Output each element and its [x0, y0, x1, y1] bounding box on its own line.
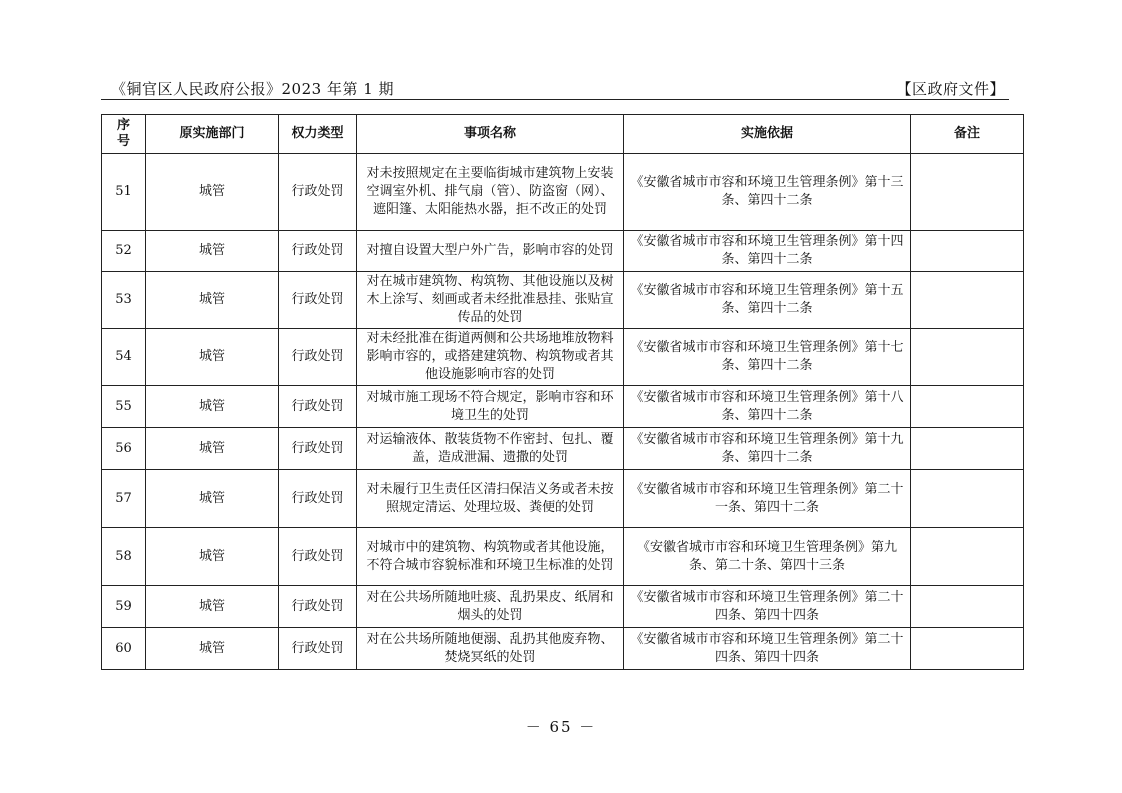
row-power-type: 行政处罚: [279, 386, 357, 428]
row-department: 城管: [146, 528, 279, 586]
header-power-type: 权力类型: [279, 115, 357, 154]
row-remarks: [911, 386, 1024, 428]
header-remarks: 备注: [911, 115, 1024, 154]
table-row: [102, 628, 1024, 670]
row-serial: 57: [102, 470, 146, 528]
table-row: [102, 428, 1024, 470]
row-power-type: 行政处罚: [279, 154, 357, 231]
section-label: 【区政府文件】: [896, 80, 1005, 98]
header-legal-basis: 实施依据: [624, 115, 911, 154]
row-serial: 59: [102, 586, 146, 628]
page-header: [101, 77, 1009, 100]
row-power-type: 行政处罚: [279, 272, 357, 329]
table-row: [102, 586, 1024, 628]
row-legal-basis: 《安徽省城市市容和环境卫生管理条例》第十九条、第四十二条: [624, 428, 911, 470]
table-row: [102, 329, 1024, 386]
row-serial: 51: [102, 154, 146, 231]
row-legal-basis: 《安徽省城市市容和环境卫生管理条例》第十七条、第四十二条: [624, 329, 911, 386]
row-remarks: [911, 470, 1024, 528]
row-remarks: [911, 428, 1024, 470]
row-power-type: 行政处罚: [279, 628, 357, 670]
row-department: 城管: [146, 272, 279, 329]
row-department: 城管: [146, 329, 279, 386]
row-remarks: [911, 154, 1024, 231]
row-serial: 53: [102, 272, 146, 329]
row-item-name: 对未履行卫生责任区清扫保洁义务或者未按照规定清运、处理垃圾、粪便的处罚: [357, 470, 624, 528]
table-header-row: [102, 115, 1024, 154]
table-row: [102, 154, 1024, 231]
row-department: 城管: [146, 154, 279, 231]
row-legal-basis: 《安徽省城市市容和环境卫生管理条例》第九条、第二十条、第四十三条: [624, 528, 911, 586]
row-legal-basis: 《安徽省城市市容和环境卫生管理条例》第二十一条、第四十二条: [624, 470, 911, 528]
row-department: 城管: [146, 470, 279, 528]
header-department: 原实施部门: [146, 115, 279, 154]
row-legal-basis: 《安徽省城市市容和环境卫生管理条例》第十五条、第四十二条: [624, 272, 911, 329]
row-item-name: 对城市施工现场不符合规定，影响市容和环境卫生的处罚: [357, 386, 624, 428]
header-item-name: 事项名称: [357, 115, 624, 154]
row-department: 城管: [146, 628, 279, 670]
row-power-type: 行政处罚: [279, 428, 357, 470]
table-row: [102, 470, 1024, 528]
row-legal-basis: 《安徽省城市市容和环境卫生管理条例》第十三条、第四十二条: [624, 154, 911, 231]
row-department: 城管: [146, 428, 279, 470]
row-legal-basis: 《安徽省城市市容和环境卫生管理条例》第二十四条、第四十四条: [624, 628, 911, 670]
row-item-name: 对未按照规定在主要临街城市建筑物上安装空调室外机、排气扇（管）、防盗窗（网）、遮阳篷、太阳能热水器，拒不改正的处罚: [357, 154, 624, 231]
row-item-name: 对在公共场所随地便溺、乱扔其他废弃物、焚烧冥纸的处罚: [357, 628, 624, 670]
row-item-name: 对在城市建筑物、构筑物、其他设施以及树木上涂写、刻画或者未经批准悬挂、张贴宣传品的处罚: [357, 272, 624, 329]
row-department: 城管: [146, 231, 279, 272]
row-serial: 60: [102, 628, 146, 670]
row-serial: 52: [102, 231, 146, 272]
row-power-type: 行政处罚: [279, 329, 357, 386]
row-department: 城管: [146, 586, 279, 628]
powers-table: [101, 114, 1024, 670]
row-remarks: [911, 272, 1024, 329]
row-power-type: 行政处罚: [279, 586, 357, 628]
header-serial: 序 号: [102, 115, 146, 154]
row-serial: 55: [102, 386, 146, 428]
row-legal-basis: 《安徽省城市市容和环境卫生管理条例》第二十四条、第四十四条: [624, 586, 911, 628]
row-power-type: 行政处罚: [279, 528, 357, 586]
row-item-name: 对在公共场所随地吐痰、乱扔果皮、纸屑和烟头的处罚: [357, 586, 624, 628]
publication-title: 《铜官区人民政府公报》2023 年第 1 期: [111, 80, 395, 98]
row-power-type: 行政处罚: [279, 470, 357, 528]
table-row: [102, 528, 1024, 586]
row-item-name: 对擅自设置大型户外广告，影响市容的处罚: [357, 231, 624, 272]
row-remarks: [911, 586, 1024, 628]
row-legal-basis: 《安徽省城市市容和环境卫生管理条例》第十四条、第四十二条: [624, 231, 911, 272]
row-legal-basis: 《安徽省城市市容和环境卫生管理条例》第十八条、第四十二条: [624, 386, 911, 428]
table-row: [102, 231, 1024, 272]
row-item-name: 对城市中的建筑物、构筑物或者其他设施，不符合城市容貌标准和环境卫生标准的处罚: [357, 528, 624, 586]
page-number: － 65 －: [525, 718, 597, 736]
row-remarks: [911, 628, 1024, 670]
row-serial: 54: [102, 329, 146, 386]
row-serial: 56: [102, 428, 146, 470]
row-remarks: [911, 528, 1024, 586]
table-row: [102, 272, 1024, 329]
row-power-type: 行政处罚: [279, 231, 357, 272]
row-item-name: 对运输液体、散装货物不作密封、包扎、覆盖，造成泄漏、遗撒的处罚: [357, 428, 624, 470]
row-serial: 58: [102, 528, 146, 586]
row-item-name: 对未经批准在街道两侧和公共场地堆放物料影响市容的，或搭建建筑物、构筑物或者其他设施影响市容的处罚: [357, 329, 624, 386]
row-department: 城管: [146, 386, 279, 428]
table-row: [102, 386, 1024, 428]
row-remarks: [911, 329, 1024, 386]
row-remarks: [911, 231, 1024, 272]
